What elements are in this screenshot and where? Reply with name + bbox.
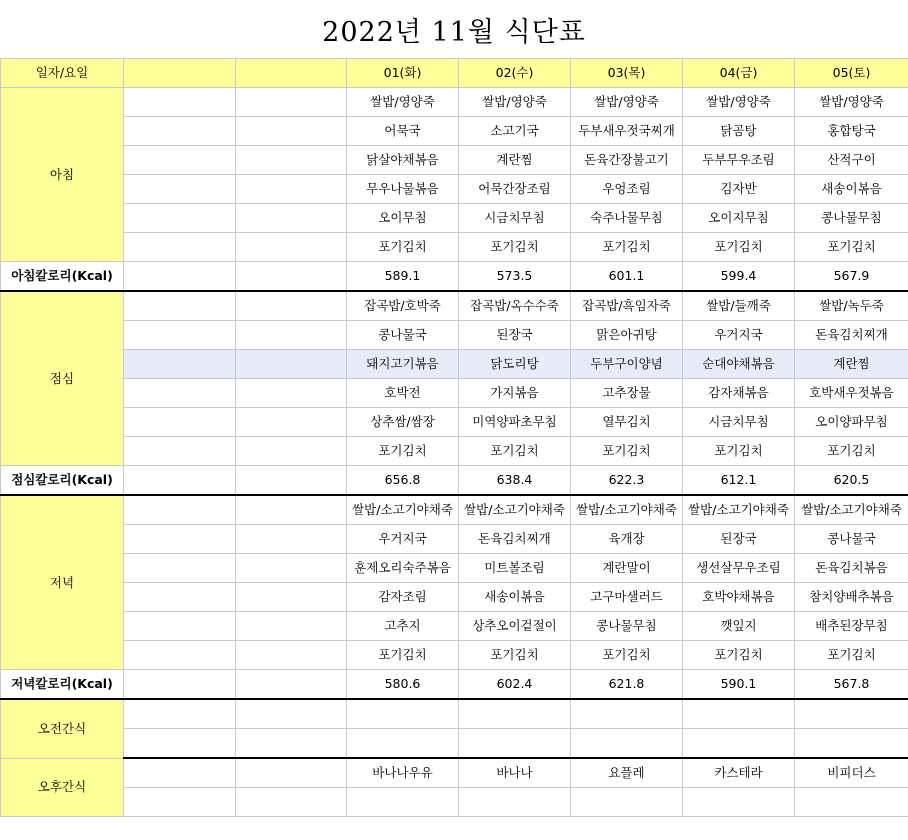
menu-item: 잡곡밥/흑임자죽 [571,291,683,321]
menu-item: 두부구이양념 [571,350,683,379]
snack-item [795,699,908,729]
blank-cell [124,146,236,175]
blank-cell [124,641,236,670]
meal-table [0,58,908,817]
blank-cell [124,466,236,496]
blank-cell [124,262,236,292]
menu-item: 미역양파초무침 [459,408,571,437]
blank-cell [236,175,347,204]
menu-item: 쌀밥/소고기야채죽 [795,495,908,525]
sheet-title: 2022년 11월 식단표 [322,16,586,48]
menu-item: 숙주나물무침 [571,204,683,233]
blank-cell [683,788,795,817]
menu-item: 미트볼조림 [459,554,571,583]
header-day: 02(수) [459,59,571,88]
table-row [1,699,908,729]
table-row [1,379,908,408]
menu-item: 쌀밥/소고기야채죽 [683,495,795,525]
table-row [1,641,908,670]
blank-cell [124,699,236,729]
calorie-value: 602.4 [459,670,571,700]
menu-item: 돈육김치볶음 [795,554,908,583]
blank-cell [124,379,236,408]
header-row [1,59,908,88]
snack-label: 오후간식 [1,758,124,817]
calorie-row [1,670,908,700]
menu-item: 콩나물무침 [795,204,908,233]
table-row [1,554,908,583]
blank-cell [683,729,795,759]
snack-item [683,699,795,729]
menu-item: 맑은아귀탕 [571,321,683,350]
menu-item: 잡곡밥/옥수수죽 [459,291,571,321]
calorie-value: 621.8 [571,670,683,700]
table-row [1,525,908,554]
menu-item: 된장국 [459,321,571,350]
blank-cell [236,670,347,700]
menu-item: 포기김치 [683,233,795,262]
blank-cell [571,729,683,759]
blank-cell [124,321,236,350]
blank-cell [124,350,236,379]
blank-cell [236,321,347,350]
calorie-value: 589.1 [347,262,459,292]
snack-item: 바나나 [459,758,571,788]
menu-item: 고추지 [347,612,459,641]
blank-cell [124,583,236,612]
blank-cell [571,788,683,817]
blank-cell [236,554,347,583]
blank-cell [236,466,347,496]
menu-item: 오이무침 [347,204,459,233]
menu-item: 돼지고기볶음 [347,350,459,379]
menu-item: 오이양파무침 [795,408,908,437]
menu-item: 산적구이 [795,146,908,175]
blank-cell [124,204,236,233]
snack-item: 바나나우유 [347,758,459,788]
blank-cell [795,788,908,817]
blank-cell [236,525,347,554]
table-row [1,146,908,175]
blank-cell [236,583,347,612]
snack-item [347,699,459,729]
blank-cell [236,612,347,641]
menu-item: 쌀밥/소고기야채죽 [459,495,571,525]
menu-item: 포기김치 [795,437,908,466]
menu-item: 호박새우젓볶음 [795,379,908,408]
blank-cell [795,729,908,759]
menu-item: 어묵국 [347,117,459,146]
menu-item: 무우나물볶음 [347,175,459,204]
blank-cell [236,379,347,408]
menu-item: 쌀밥/영양죽 [795,88,908,117]
menu-item: 콩나물무침 [571,612,683,641]
blank-cell [236,758,347,788]
calorie-value: 573.5 [459,262,571,292]
table-row [1,233,908,262]
meal-label: 점심 [1,291,124,466]
menu-item: 배추된장무침 [795,612,908,641]
meal-table-body [1,59,908,817]
menu-item: 쌀밥/영양죽 [571,88,683,117]
blank-cell [236,88,347,117]
blank-cell [459,788,571,817]
calorie-row [1,466,908,496]
menu-item: 우거지국 [683,321,795,350]
menu-item: 쌀밥/영양죽 [683,88,795,117]
blank-cell [236,146,347,175]
blank-cell [124,117,236,146]
menu-item: 닭살야채볶음 [347,146,459,175]
menu-item: 우거지국 [347,525,459,554]
menu-item: 가지볶음 [459,379,571,408]
table-row [1,321,908,350]
header-day: 01(화) [347,59,459,88]
calorie-value: 601.1 [571,262,683,292]
table-row [1,117,908,146]
snack-item [459,699,571,729]
table-row [1,350,908,379]
snack-item: 비피더스 [795,758,908,788]
menu-item: 쌀밥/소고기야채죽 [571,495,683,525]
blank-cell [236,291,347,321]
meal-label: 아침 [1,88,124,262]
blank-cell [236,117,347,146]
header-blank [124,59,236,88]
menu-item: 쌀밥/영양죽 [459,88,571,117]
header-day: 04(금) [683,59,795,88]
calorie-label: 점심칼로리(Kcal) [1,466,124,496]
table-row [1,758,908,788]
blank-cell [124,233,236,262]
table-row [1,204,908,233]
menu-item: 잡곡밥/호박죽 [347,291,459,321]
menu-item: 상추쌈/쌈장 [347,408,459,437]
blank-cell [124,495,236,525]
menu-item: 포기김치 [795,233,908,262]
snack-label: 오전간식 [1,699,124,758]
calorie-value: 622.3 [571,466,683,496]
table-row [1,612,908,641]
blank-cell [347,788,459,817]
blank-cell [124,554,236,583]
menu-item: 깻잎지 [683,612,795,641]
calorie-row [1,262,908,292]
calorie-value: 612.1 [683,466,795,496]
menu-item: 감자채볶음 [683,379,795,408]
table-row [1,291,908,321]
calorie-value: 656.8 [347,466,459,496]
menu-item: 소고기국 [459,117,571,146]
header-day: 05(토) [795,59,908,88]
menu-item: 포기김치 [795,641,908,670]
menu-item: 포기김치 [683,437,795,466]
blank-cell [236,437,347,466]
menu-item: 열무김치 [571,408,683,437]
blank-cell [124,291,236,321]
menu-item: 포기김치 [459,641,571,670]
menu-item: 순대야채볶음 [683,350,795,379]
blank-cell [124,175,236,204]
menu-item: 포기김치 [571,641,683,670]
blank-cell [236,641,347,670]
header-label: 일자/요일 [1,59,124,88]
menu-item: 상추오이겉절이 [459,612,571,641]
menu-item: 포기김치 [571,233,683,262]
calorie-value: 599.4 [683,262,795,292]
calorie-value: 567.9 [795,262,908,292]
table-row [1,175,908,204]
table-row [1,729,908,759]
blank-cell [236,788,347,817]
menu-item: 어묵간장조림 [459,175,571,204]
table-row [1,583,908,612]
menu-item: 쌀밥/녹두죽 [795,291,908,321]
menu-item: 훈제오리숙주볶음 [347,554,459,583]
calorie-value: 580.6 [347,670,459,700]
calorie-label: 저녁칼로리(Kcal) [1,670,124,700]
blank-cell [124,525,236,554]
blank-cell [124,612,236,641]
menu-item: 계란말이 [571,554,683,583]
menu-item: 포기김치 [459,437,571,466]
snack-item [571,699,683,729]
menu-item: 쌀밥/소고기야채죽 [347,495,459,525]
header-day: 03(목) [571,59,683,88]
menu-item: 포기김치 [571,437,683,466]
menu-item: 콩나물국 [795,525,908,554]
menu-item: 쌀밥/영양죽 [347,88,459,117]
menu-item: 돈육간장불고기 [571,146,683,175]
menu-item: 고추장물 [571,379,683,408]
menu-item: 포기김치 [347,437,459,466]
menu-item: 콩나물국 [347,321,459,350]
menu-item: 닭도리탕 [459,350,571,379]
menu-item: 참치양배추볶음 [795,583,908,612]
blank-cell [236,204,347,233]
blank-cell [236,350,347,379]
blank-cell [124,437,236,466]
calorie-label: 아침칼로리(Kcal) [1,262,124,292]
meal-label: 저녁 [1,495,124,670]
menu-item: 계란찜 [459,146,571,175]
blank-cell [236,699,347,729]
menu-item: 쌀밥/들깨죽 [683,291,795,321]
blank-cell [347,729,459,759]
menu-item: 육개장 [571,525,683,554]
menu-item: 고구마샐러드 [571,583,683,612]
menu-item: 두부무우조림 [683,146,795,175]
menu-item: 닭곰탕 [683,117,795,146]
table-row [1,495,908,525]
menu-item: 새송이볶음 [795,175,908,204]
calorie-value: 590.1 [683,670,795,700]
menu-item: 우엉조림 [571,175,683,204]
table-row [1,88,908,117]
menu-item: 두부새우젓국찌개 [571,117,683,146]
menu-item: 홍합탕국 [795,117,908,146]
calorie-value: 638.4 [459,466,571,496]
menu-item: 된장국 [683,525,795,554]
menu-item: 포기김치 [683,641,795,670]
blank-cell [124,88,236,117]
snack-item: 요플레 [571,758,683,788]
table-row [1,788,908,817]
blank-cell [236,262,347,292]
blank-cell [236,729,347,759]
blank-cell [236,408,347,437]
menu-item: 포기김치 [347,233,459,262]
header-blank [236,59,347,88]
menu-item: 시금치무침 [683,408,795,437]
calorie-value: 620.5 [795,466,908,496]
blank-cell [124,729,236,759]
menu-item: 김자반 [683,175,795,204]
snack-item: 카스테라 [683,758,795,788]
blank-cell [124,670,236,700]
menu-item: 호박야채볶음 [683,583,795,612]
blank-cell [236,495,347,525]
table-row [1,408,908,437]
menu-item: 시금치무침 [459,204,571,233]
calorie-value: 567.8 [795,670,908,700]
blank-cell [124,758,236,788]
menu-item: 호박전 [347,379,459,408]
menu-item: 생선살무우조림 [683,554,795,583]
menu-item: 계란찜 [795,350,908,379]
menu-item: 돈육김치찌개 [459,525,571,554]
blank-cell [236,233,347,262]
menu-item: 오이지무침 [683,204,795,233]
blank-cell [124,788,236,817]
menu-item: 감자조림 [347,583,459,612]
blank-cell [124,408,236,437]
menu-item: 포기김치 [459,233,571,262]
menu-item: 새송이볶음 [459,583,571,612]
table-row [1,437,908,466]
menu-item: 돈육김치찌개 [795,321,908,350]
blank-cell [459,729,571,759]
menu-item: 포기김치 [347,641,459,670]
